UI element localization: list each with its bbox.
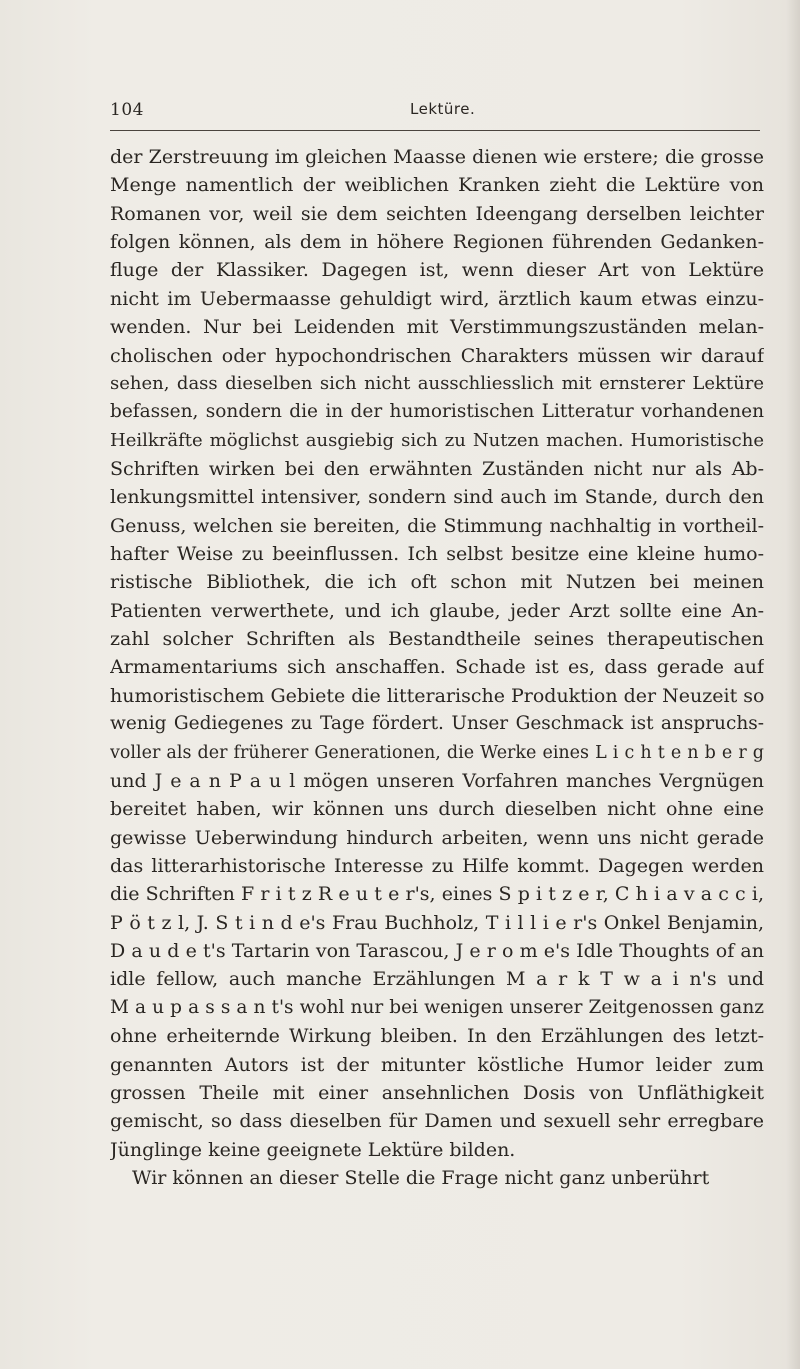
text-line: M a u p a s s a n t's wohl nur bei wenigen unserer Zeitgenossen ganz xyxy=(110,996,764,1018)
text-line: das litterarhistorische Interesse zu Hilfe kommt. Dagegen werden xyxy=(110,854,764,877)
text-line: nicht im Uebermaasse gehuldigt wird, ärztlich kaum etwas einzu- xyxy=(110,287,764,310)
text-line: befassen, sondern die in der humoristischen Litteratur vorhandenen xyxy=(110,401,764,423)
text-line: cholischen oder hypochondrischen Charakters müssen wir darauf xyxy=(110,344,764,367)
text-line: humoristischem Gebiete die litterarische Produktion der Neuzeit so xyxy=(110,684,764,707)
header-rule xyxy=(110,130,760,131)
text-line: genannten Autors ist der mitunter köstliche Humor leider zum xyxy=(110,1053,764,1076)
text-line: der Zerstreuung im gleichen Maasse dienen wie erstere; die grosse xyxy=(110,146,764,168)
text-line: lenkungsmittel intensiver, sondern sind auch im Stande, durch den xyxy=(110,486,764,509)
text-line: Armamentariums sich anschaffen. Schade ist es, dass gerade auf xyxy=(110,656,764,679)
text-line: Romanen vor, weil sie dem seichten Ideengang derselben leichter xyxy=(110,202,764,225)
text-line: fluge der Klassiker. Dagegen ist, wenn dieser Art von Lektüre xyxy=(110,259,764,282)
text-line: folgen können, als dem in höhere Regionen führenden Gedanken- xyxy=(110,231,764,254)
paragraph-first-line: Wir können an dieser Stelle die Frage nicht ganz unberührt xyxy=(132,1166,710,1189)
text-line: gewisse Ueberwindung hindurch arbeiten, wenn uns nicht gerade xyxy=(110,826,764,849)
body-text xyxy=(110,143,764,1192)
text-line: ohne erheiternde Wirkung bleiben. In den Erzählungen des letzt- xyxy=(110,1025,764,1048)
text-line: D a u d e t's Tartarin von Tarascou, J e r o m e's Idle Thoughts of an xyxy=(110,940,764,963)
page-edge-shadow xyxy=(786,0,800,1369)
text-line: sehen, dass dieselben sich nicht ausschliesslich mit ernsterer Lektüre xyxy=(110,372,764,394)
running-title: Lektüre. xyxy=(410,100,476,118)
text-line: gemischt, so dass dieselben für Damen und sexuell sehr erregbare xyxy=(110,1110,764,1133)
text-line: bereitet haben, wir können uns durch dieselben nicht ohne eine xyxy=(110,798,764,821)
text-line: grossen Theile mit einer ansehnlichen Dosis von Unfläthigkeit xyxy=(110,1081,764,1104)
text-line: P ö t z l, J. S t i n d e's Frau Buchholz, T i l l i e r's Onkel Benjamin, xyxy=(110,911,764,934)
text-line: ristische Bibliothek, die ich oft schon mit Nutzen bei meinen xyxy=(110,571,764,594)
text-line: voller als der früherer Generationen, die Werke eines L i c h t e n b e r g xyxy=(110,742,764,763)
text-line: zahl solcher Schriften als Bestandtheile seines therapeutischen xyxy=(110,628,764,651)
text-line: und J e a n P a u l mögen unseren Vorfahren manches Vergnügen xyxy=(110,769,764,792)
text-line: Heilkräfte möglichst ausgiebig sich zu Nutzen machen. Humoristische xyxy=(110,429,764,451)
text-line: wenden. Nur bei Leidenden mit Verstimmungszuständen melan- xyxy=(110,316,764,339)
text-line: hafter Weise zu beeinflussen. Ich selbst besitze eine kleine humo- xyxy=(110,543,764,566)
text-line: Patienten verwerthete, und ich glaube, jeder Arzt sollte eine An- xyxy=(110,599,764,622)
page-header xyxy=(110,96,760,130)
text-line: Menge namentlich der weiblichen Kranken zieht die Lektüre von xyxy=(110,174,764,197)
page-number: 104 xyxy=(110,100,144,120)
text-line: die Schriften F r i t z R e u t e r's, eines S p i t z e r, C h i a v a c c i, xyxy=(110,883,764,906)
text-line: idle fellow, auch manche Erzählungen M a r k T w a i n's und xyxy=(110,968,764,991)
text-line: Schriften wirken bei den erwähnten Zuständen nicht nur als Ab- xyxy=(110,457,764,480)
text-line: Genuss, welchen sie bereiten, die Stimmung nachhaltig in vortheil- xyxy=(110,514,764,537)
paragraph-last-line: Jünglinge keine geeignete Lektüre bilden. xyxy=(110,1138,516,1161)
text-line: wenig Gediegenes zu Tage fördert. Unser Geschmack ist anspruchs- xyxy=(110,713,764,735)
